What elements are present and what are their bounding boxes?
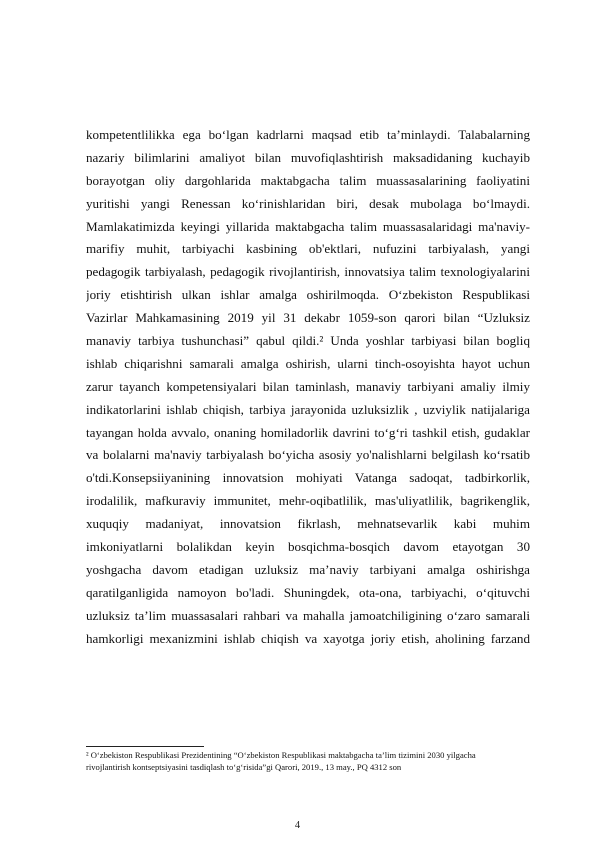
body-line: yuritishi yangi Renessan koʻrinishlaridan biri, desak mubolaga boʻlmaydi.	[86, 195, 530, 211]
body-line: indikatorlarini ishlab chiqish, tarbiya jarayonida uzluksizlik , uzviylik natijalariga	[86, 401, 530, 417]
footnote-line: ² Oʻzbekiston Respublikasi Prezidentining “Oʻzbekiston Respublikasi maktabgacha taʼlim tizimini 2030 yilgacha	[86, 750, 476, 760]
body-line: pedagogik tarbiyalash, pedagogik rivojlantirish, innovatsiya talim texnologiyalarini	[86, 264, 530, 280]
footnote-line: rivojlantirish kontseptsiyasini tasdiqlash toʻgʻrisida”gi Qarori, 2019., 13 may., PQ 4312 son	[86, 762, 402, 772]
body-line: tayangan holda avvalo, onaning homiladorlik davrini toʻgʻri tashkil etish, gudaklar	[86, 424, 530, 440]
body-line: marifiy muhit, tarbiyachi kasbining ob'ektlari, nufuzini tarbiyalash, yangi	[86, 241, 530, 257]
body-line: joriy etishtirish ulkan ishlar amalga oshirilmoqda. Oʻzbekiston Respublikasi	[86, 287, 530, 303]
body-line: o'tdi.Konsepsiiyanining innovatsion mohiyati Vatanga sadoqat, tadbirkorlik,	[86, 470, 530, 486]
body-line: Vazirlar Mahkamasining 2019 yil 31 dekabr 1059-son qarori bilan “Uzluksiz	[86, 310, 530, 326]
body-line: ishlab chiqarishni samarali amalga oshirish, ularni tinch-osoyishta hayot uchun	[86, 355, 530, 371]
body-line: nazariy bilimlarini amaliyot bilan muvofiqlashtirish maksadidaning kuchayib	[86, 149, 530, 165]
footnote	[86, 749, 556, 773]
body-line: irodalilik, mafkuraviy immunitet, mehr-oqibatlilik, mas'uliyatlilik, bagrikenglik,	[86, 493, 530, 509]
body-line: Mamlakatimizda keyingi yillarida maktabgacha talim muassasalaridagi ma'naviy-	[86, 218, 530, 234]
body-line: uzluksiz taʼlim muassasalari rahbari va mahalla jamoatchiligining oʻzaro samarali	[86, 607, 530, 623]
page-number: 4	[294, 820, 301, 831]
body-line: qaratilganligida namoyon bo'ladi. Shuningdek, ota-ona, tarbiyachi, oʻqituvchi	[86, 584, 530, 600]
body-line: manaviy tarbiya tushunchasi” qabul qildi.² Unda yoshlar tarbiyasi bilan bogliq	[86, 333, 530, 349]
body-text	[86, 124, 530, 650]
body-line: borayotgan oliy dargohlarida maktabgacha talim muassasalarining faoliyatini	[86, 172, 530, 188]
body-line: zarur tayanch kompetensiyalari bilan taminlash, manaviy tarbiyani amaliy ilmiy	[86, 378, 530, 394]
body-line: imkoniyatlarni bolalikdan keyin bosqichma-bosqich davom etayotgan 30	[86, 539, 530, 555]
body-line: hamkorligi mexanizmini ishlab chiqish va xayotga joriy etish, aholining farzand	[86, 630, 530, 646]
body-line: kompetentlilikka ega boʻlgan kadrlarni maqsad etib taʼminlaydi. Talabalarning	[86, 127, 530, 142]
body-line: yoshgacha davom etadigan uzluksiz maʼnaviy tarbiyani amalga oshirishga	[86, 561, 530, 577]
footnote-divider	[86, 746, 204, 747]
body-line: va bolalarni ma'naviy tarbiyalash boʻyicha asosiy yo'nalishlarni belgilash koʻrsatib	[86, 447, 530, 463]
body-line: xuquqiy madaniyat, innovatsion fikrlash, mehnatsevarlik kabi muhim	[86, 516, 530, 532]
